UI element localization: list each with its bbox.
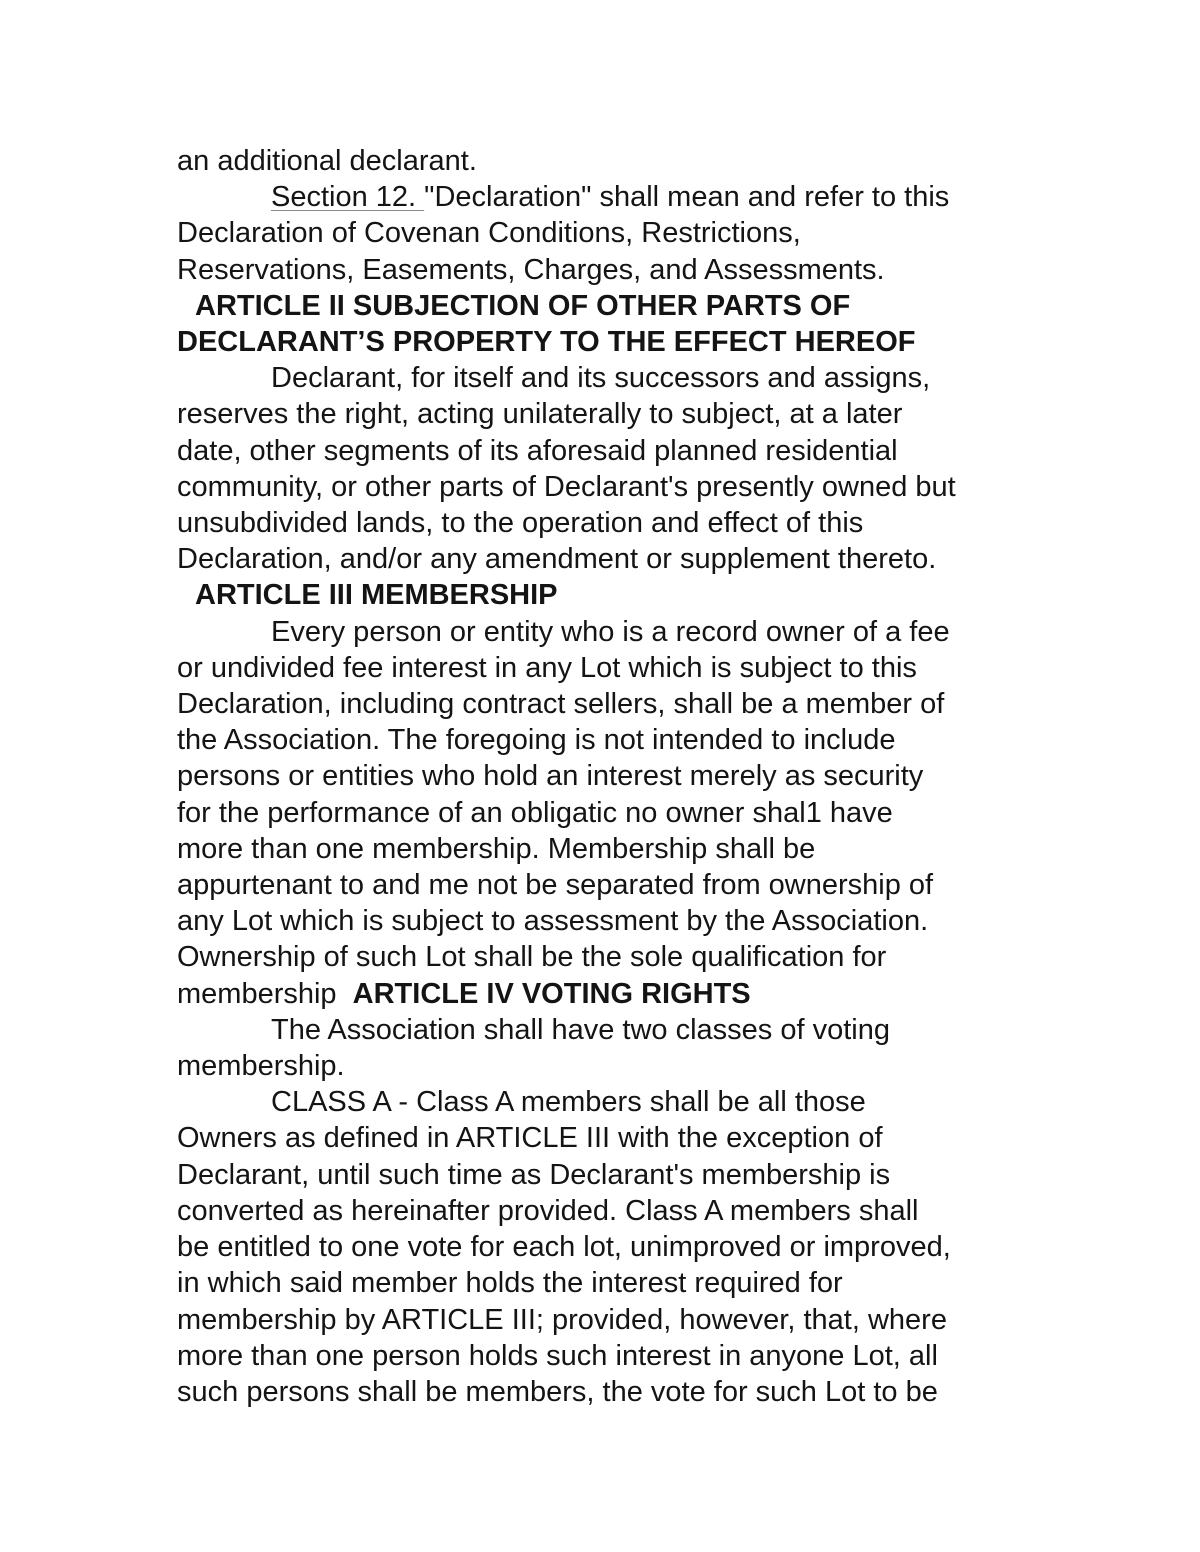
document-page: [177, 143, 1037, 1410]
article-2-body-line: unsubdivided lands, to the operation and effect of this: [177, 507, 864, 540]
class-a-line: CLASS A - Class A members shall be all those: [271, 1086, 866, 1119]
article-3-body-line: or undivided fee interest in any Lot which is subject to this: [177, 651, 917, 684]
article-3-body-line: persons or entities who hold an interest merely as security: [177, 760, 924, 793]
article-3-heading: ARTICLE III MEMBERSHIP: [195, 579, 558, 612]
article-3-body-line: for the performance of an obligatic no owner shal1 have: [177, 796, 893, 829]
article-2-body-line: date, other segments of its aforesaid planned residential: [177, 434, 898, 467]
article-3-last-line-text: membership: [177, 977, 353, 1010]
class-a-line: more than one person holds such interest in anyone Lot, all: [177, 1339, 938, 1372]
article-2-body-line: community, or other parts of Declarant's presently owned but: [177, 470, 956, 503]
section-12-text: "Declaration" shall mean and refer to this: [424, 181, 950, 214]
class-a-line: converted as hereinafter provided. Class A members shall: [177, 1194, 919, 1227]
class-a-line: such persons shall be members, the vote for such Lot to be: [177, 1375, 938, 1408]
article-3-body-line: Every person or entity who is a record owner of a fee: [271, 615, 950, 648]
article-2-heading-line-2: DECLARANT’S PROPERTY TO THE EFFECT HEREOF: [177, 326, 916, 359]
intro-line: an additional declarant.: [177, 145, 477, 177]
article-4-heading: ARTICLE IV VOTING RIGHTS: [352, 977, 751, 1010]
section-12-line-3: Reservations, Easements, Charges, and Assessments.: [177, 253, 885, 286]
section-12-line-2: Declaration of Covenan Conditions, Restrictions,: [177, 217, 801, 250]
section-12-line: [177, 179, 1037, 215]
class-a-line: membership by ARTICLE III; provided, however, that, where: [177, 1303, 947, 1336]
article-2-body-line: Declaration, and/or any amendment or supplement thereto.: [177, 543, 937, 576]
article-2-body-line: reserves the right, acting unilaterally to subject, at a later: [177, 398, 903, 431]
article-3-body-line: the Association. The foregoing is not intended to include: [177, 724, 896, 757]
class-a-line: be entitled to one vote for each lot, unimproved or improved,: [177, 1231, 951, 1264]
section-12-label: Section 12.: [271, 181, 425, 214]
article-2-heading-line-1: ARTICLE II SUBJECTION OF OTHER PARTS OF: [195, 289, 851, 322]
article-3-body-line: any Lot which is subject to assessment by the Association.: [177, 905, 929, 938]
class-a-line: in which said member holds the interest required for: [177, 1267, 843, 1300]
article-3-body-line: appurtenant to and me not be separated from ownership of: [177, 869, 934, 902]
article-4-intro-line: membership.: [177, 1050, 345, 1083]
article-2-body-line: Declarant, for itself and its successors and assigns,: [271, 362, 931, 395]
article-4-intro-line: The Association shall have two classes of voting: [271, 1013, 890, 1046]
class-a-line: Declarant, until such time as Declarant's membership is: [177, 1158, 891, 1191]
article-3-last-line: [177, 976, 1037, 1012]
article-3-body-line: Declaration, including contract sellers, shall be a member of: [177, 688, 945, 721]
class-a-line: Owners as defined in ARTICLE III with the exception of: [177, 1122, 883, 1155]
article-3-body-line: Ownership of such Lot shall be the sole qualification for: [177, 941, 887, 974]
article-3-body-line: more than one membership. Membership shall be: [177, 832, 816, 865]
